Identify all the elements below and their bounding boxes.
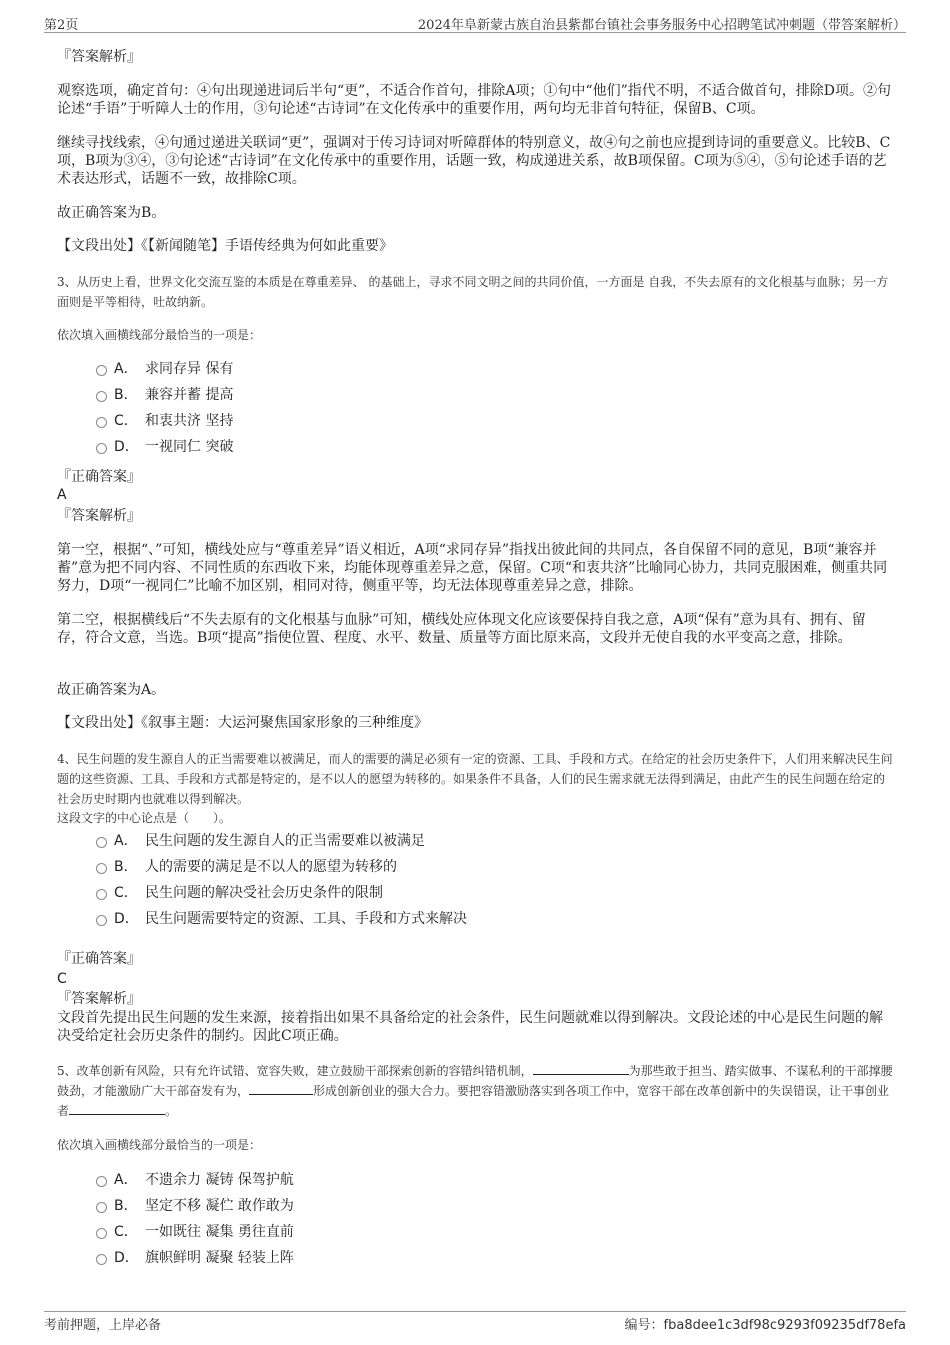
- q3-analysis-paragraph-2: 第二空，根据横线后“不失去原有的文化根基与血脉”可知，横线处应体现文化应该要保持自我之意，A项“保有”意为具有、拥有、留存，符合文意，当选。B项“提高”指使位置、程度、水平、数量、质量等方面比原来高，文段并无使自我的水平变高之意，排除。: [57, 612, 866, 646]
- q4-prompt: 这段文字的中心论点是（ ）。: [57, 811, 232, 825]
- document-title: 2024年阜新蒙古族自治县紫都台镇社会事务服务中心招聘笔试冲刺题（带答案解析）: [417, 18, 906, 33]
- q2-analysis-section: [57, 48, 893, 66]
- radio-button[interactable]: [96, 863, 107, 874]
- q4-options: [96, 828, 796, 932]
- q3-options: [96, 356, 796, 460]
- q2-source: 【文段出处】《【新闻随笔】手语传经典为何如此重要》: [57, 238, 393, 254]
- footer-divider: [44, 1311, 906, 1312]
- radio-button[interactable]: [96, 417, 107, 428]
- q3-stem: 3、从历史上看，世界文化交流互鉴的本质是在尊重差异、 的基础上，寻求不同文明之间的共同价值，一方面是 自我，不失去原有的文化根基与血脉；另一方面则是平等相待，吐故纳新。: [57, 275, 889, 309]
- radio-button[interactable]: [96, 837, 107, 848]
- q2-conclusion: 故正确答案为B。: [57, 205, 166, 221]
- fill-blank-2[interactable]: [249, 1082, 313, 1095]
- analysis-label: 『答案解析』: [57, 49, 141, 65]
- q3-option-b[interactable]: B． 兼容并蓄 提高: [96, 382, 796, 408]
- q3-answer: A: [57, 487, 67, 503]
- q5-option-a[interactable]: A． 不遗余力 凝铸 保驾护航: [96, 1167, 796, 1193]
- q5-option-d[interactable]: D． 旗帜鲜明 凝聚 轻装上阵: [96, 1245, 796, 1271]
- q4-option-a[interactable]: A． 民生问题的发生源自人的正当需要难以被满足: [96, 828, 796, 854]
- q3-option-c[interactable]: C． 和衷共济 坚持: [96, 408, 796, 434]
- q4-option-c[interactable]: C． 民生问题的解决受社会历史条件的限制: [96, 880, 796, 906]
- fill-blank-1[interactable]: [533, 1062, 629, 1075]
- fill-blank-3[interactable]: [69, 1102, 165, 1115]
- q5-option-b[interactable]: B． 坚定不移 凝伫 敢作敢为: [96, 1193, 796, 1219]
- radio-button[interactable]: [96, 391, 107, 402]
- q3-analysis-paragraph-1: 第一空，根据“、”可知，横线处应与“尊重差异”语义相近，A项“求同存异”指找出彼此间的共同点，各自保留不同的意见，B项“兼容并蓄”意为把不同内容、不同性质的东西收下来，均能体现尊重差异之意，保留。C项“和衷共济”比喻同心协力，共同克服困难，侧重共同努力，D项“一视同仁”比喻不加区别，相同对待，侧重平等，均无法体现尊重差异之意，排除。: [57, 542, 888, 594]
- radio-button[interactable]: [96, 915, 107, 926]
- q3-prompt: 依次填入画横线部分最恰当的一项是：: [57, 328, 262, 342]
- radio-button[interactable]: [96, 443, 107, 454]
- radio-button[interactable]: [96, 1176, 107, 1187]
- q4-analysis: 文段首先提出民生问题的发生来源，接着指出如果不具备给定的社会条件，民生问题就难以得到解决。文段论述的中心是民生问题的解决受给定社会历史条件的制约。因此C项正确。: [57, 1010, 883, 1044]
- radio-button[interactable]: [96, 1254, 107, 1265]
- q3-source: 【文段出处】《叙事主题：大运河聚焦国家形象的三种维度》: [57, 715, 428, 731]
- document-code: 编号：fba8dee1c3df98c9293f09235df78efa: [624, 1318, 906, 1333]
- q3-analysis-label: 『答案解析』: [57, 508, 141, 524]
- q4-analysis-label: 『答案解析』: [57, 991, 141, 1007]
- radio-button[interactable]: [96, 365, 107, 376]
- page-number: 第2页: [44, 18, 79, 33]
- q3-conclusion: 故正确答案为A。: [57, 682, 166, 698]
- q2-analysis-paragraph-1: 观察选项，确定首句：④句出现递进词后半句“更”，不适合作首句，排除A项；①句中“他们”指代不明，不适合做首句，排除D项。②句论述“手语”于听障人士的作用，③句论述“古诗词”在文化传承中的重要作用，两句均无非首句特征，保留B、C项。: [57, 83, 891, 117]
- q5-prompt: 依次填入画横线部分最恰当的一项是：: [57, 1138, 262, 1152]
- q5-stem: 5、改革创新有风险，只有允许试错、宽容失败，建立鼓励干部探索创新的容错纠错机制， 为那些敢于担当、踏实做事、不谋私利的干部撑腰鼓劲，才能激励广大干部奋发有为， 形成创新创业的强大合力。要把容错激励落实到各项工作中，宽容干部在改革创新中的失误错误，让干事创业者 。: [57, 1064, 893, 1118]
- footer-slogan: 考前押题，上岸必备: [44, 1318, 162, 1333]
- q2-analysis-paragraph-2: 继续寻找线索，④句通过递进关联词“更”，强调对于传习诗词对听障群体的特别意义，故④句之前也应提到诗词的重要意义。比较B、C项，B项为③④，③句论述“古诗词”在文化传承中的重要作用，话题一致，构成递进关系，故B项保留。C项为⑤④，⑤句论述手语的艺术表达形式，话题不一致，故排除C项。: [57, 135, 891, 187]
- page-header: [44, 14, 906, 32]
- q3-option-a[interactable]: A． 求同存异 保有: [96, 356, 796, 382]
- q5-option-c[interactable]: C． 一如既往 凝集 勇往直前: [96, 1219, 796, 1245]
- q3-option-d[interactable]: D． 一视同仁 突破: [96, 434, 796, 460]
- q4-option-d[interactable]: D． 民生问题需要特定的资源、工具、手段和方式来解决: [96, 906, 796, 932]
- radio-button[interactable]: [96, 1202, 107, 1213]
- q4-answer: C: [57, 971, 67, 987]
- radio-button[interactable]: [96, 889, 107, 900]
- q3-answer-label: 『正确答案』: [57, 469, 141, 485]
- q4-answer-label: 『正确答案』: [57, 951, 141, 967]
- q4-option-b[interactable]: B． 人的需要的满足是不以人的愿望为转移的: [96, 854, 796, 880]
- q4-stem: 4、民生问题的发生源自人的正当需要难以被满足，而人的需要的满足必须有一定的资源、工具、手段和方式。在给定的社会历史条件下，人们用来解决民生问题的这些资源、工具、手段和方式都是特定的，是不以人的愿望为转移的。如果条件不具备，人们的民生需求就无法得到满足，由此产生的民生问题在给定的社会历史时期内也就难以得到解决。: [57, 752, 893, 806]
- header-divider: [44, 32, 906, 33]
- q5-options: [96, 1167, 796, 1271]
- radio-button[interactable]: [96, 1228, 107, 1239]
